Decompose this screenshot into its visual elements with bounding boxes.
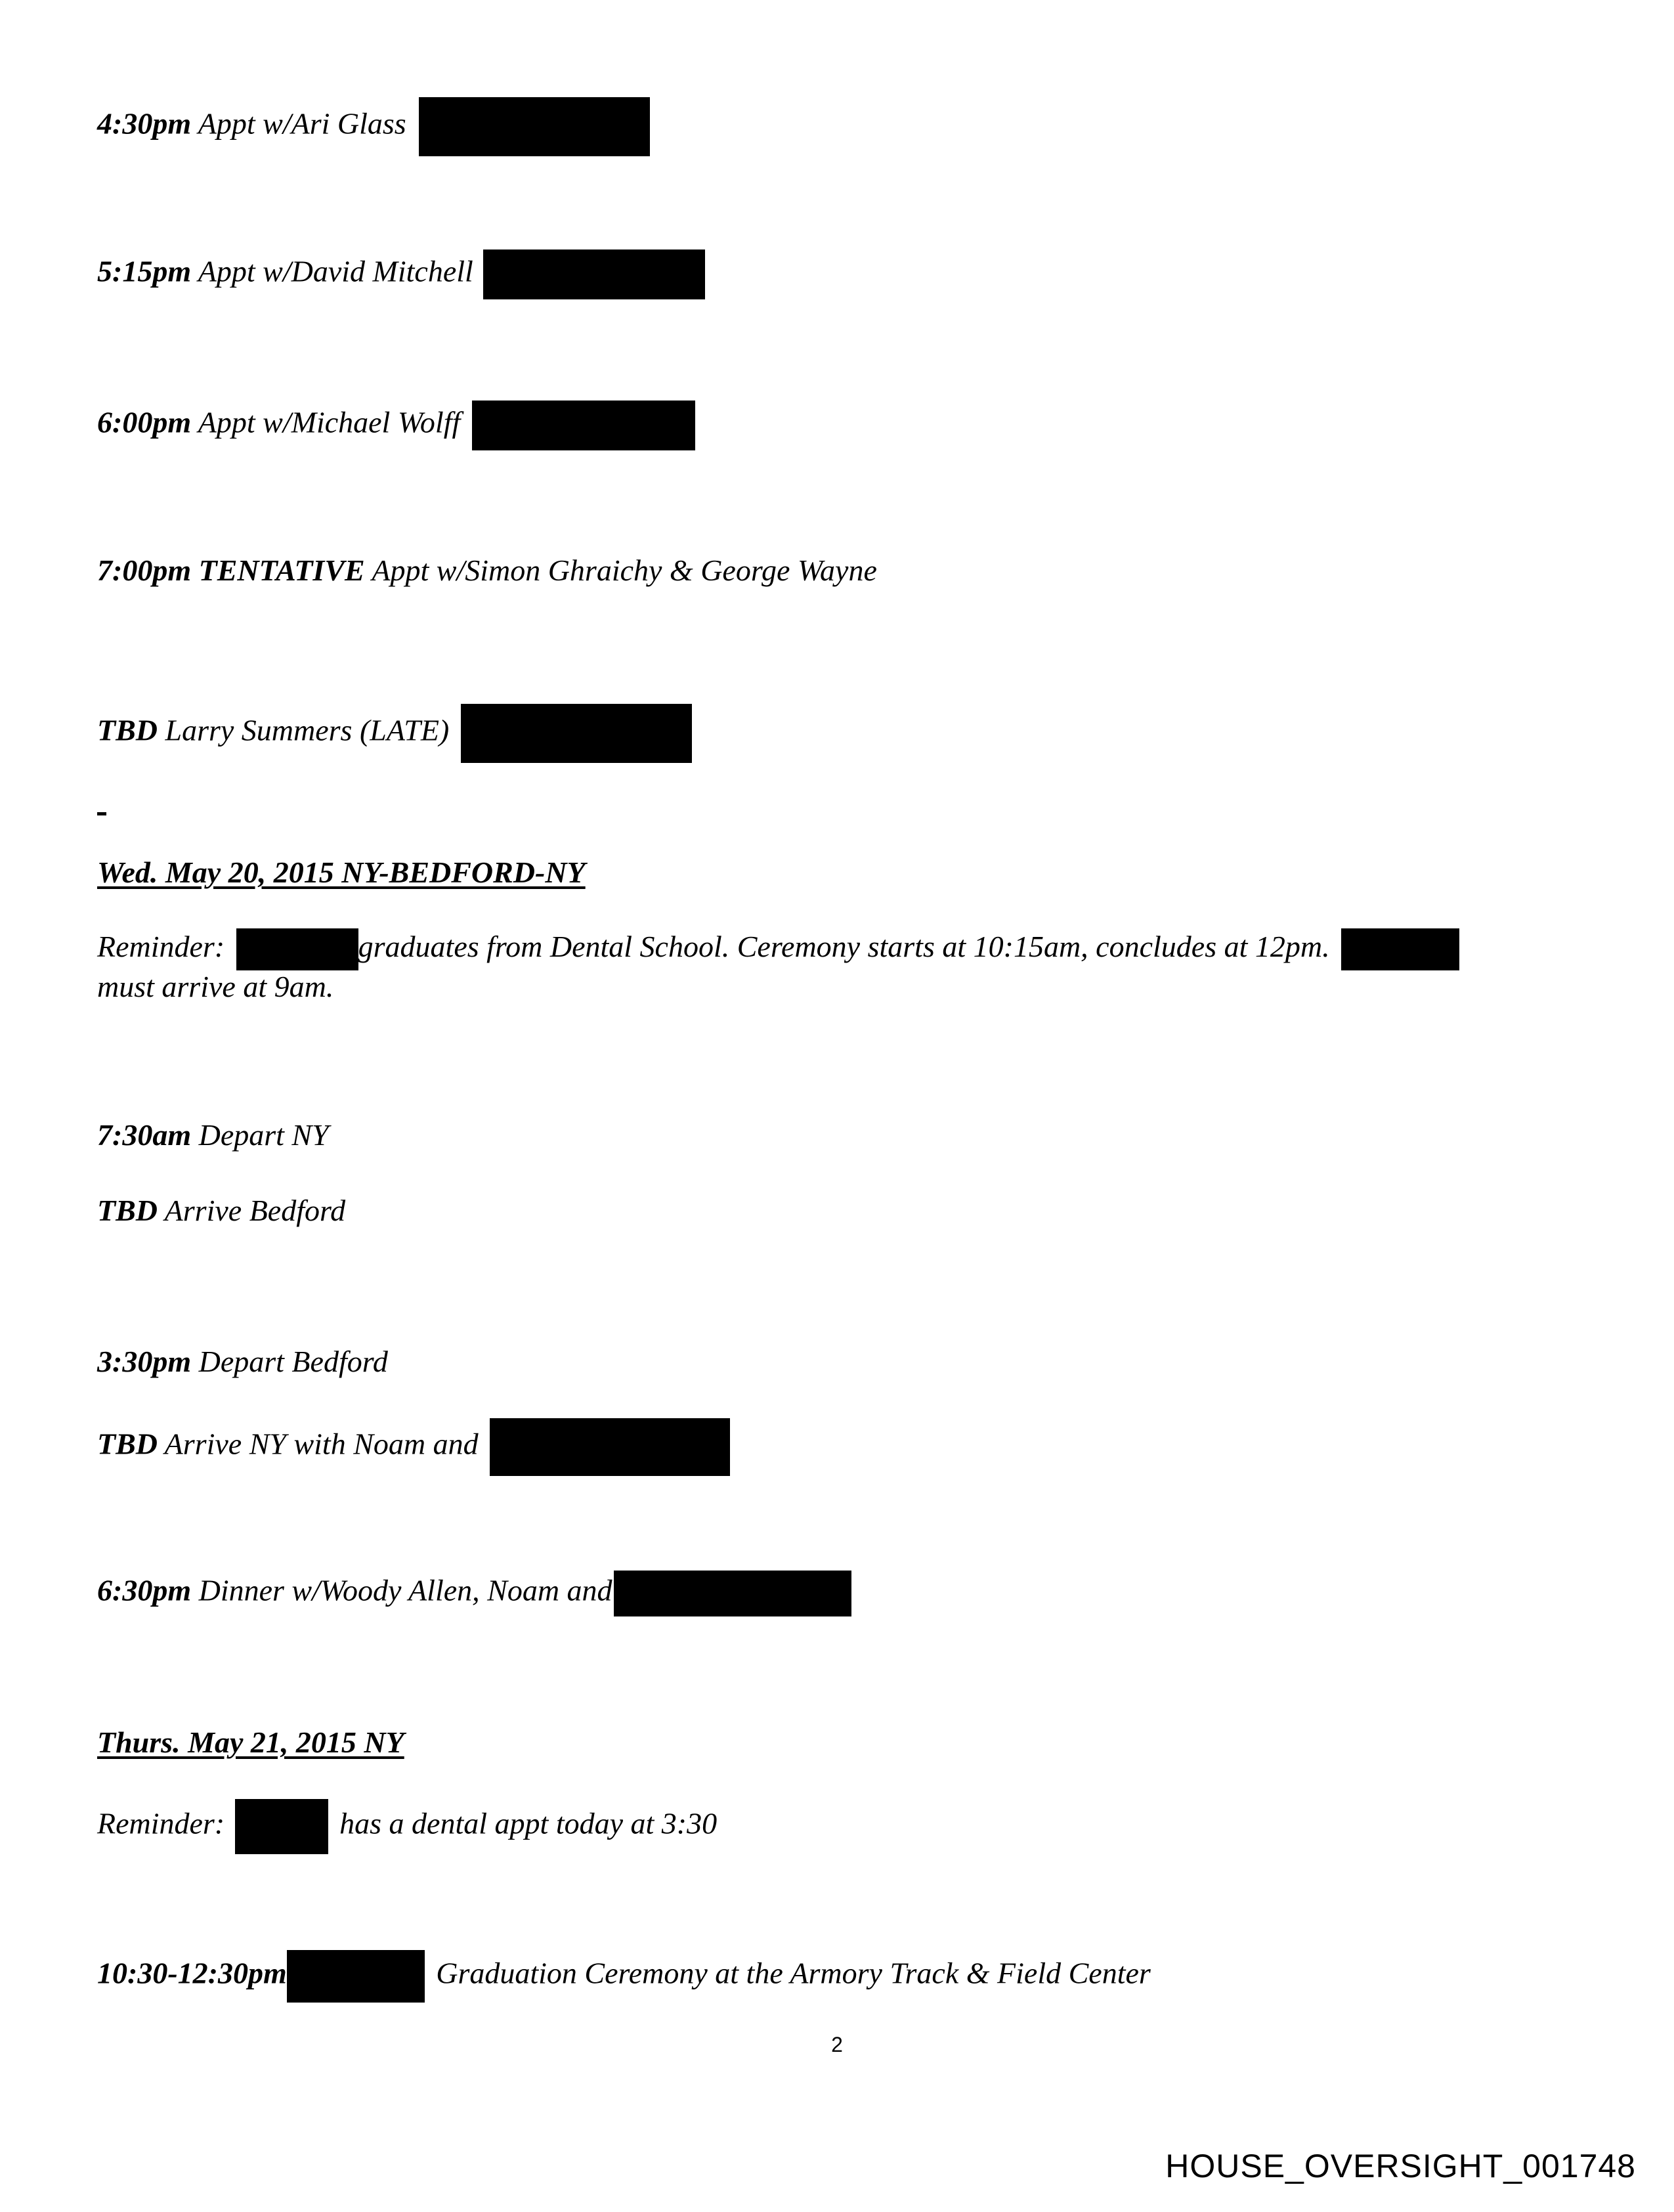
redaction-box <box>614 1571 851 1616</box>
entry-dinner <box>97 1571 851 1616</box>
entry-text: Appt w/Simon Ghraichy & George Wayne <box>372 553 877 587</box>
entry-flag: TENTATIVE <box>198 553 365 587</box>
entry-text: Arrive Bedford <box>164 1194 346 1227</box>
redaction-box <box>472 401 695 450</box>
entry-tentative <box>97 552 877 590</box>
page-number: 2 <box>831 2033 843 2056</box>
entry-text: Dinner w/Woody Allen, Noam and <box>198 1573 612 1607</box>
entry-time: 6:30pm <box>97 1573 192 1607</box>
entry-david-mitchell <box>97 249 705 299</box>
redaction-box <box>461 704 692 763</box>
entry-ari-glass <box>97 97 650 156</box>
dash-mark <box>97 812 106 815</box>
entry-arrive-bedford <box>97 1192 345 1230</box>
entry-text: Graduation Ceremony at the Armory Track & Field Center <box>436 1956 1151 1990</box>
entry-text: Depart NY <box>198 1118 329 1152</box>
entry-larry-summers <box>97 704 692 763</box>
entry-depart-bedford <box>97 1343 388 1381</box>
redaction-box <box>419 97 650 156</box>
redaction-box <box>490 1418 730 1476</box>
entry-time: 5:15pm <box>97 254 192 288</box>
entry-text: Appt w/David Mitchell <box>198 254 473 288</box>
reminder-text: graduates from Dental School. Ceremony starts at 10:15am, concludes at 12pm. <box>358 930 1330 963</box>
entry-michael-wolff <box>97 401 695 450</box>
redaction-box <box>235 1799 328 1854</box>
wed-reminder-cont: must arrive at 9am. <box>97 970 334 1003</box>
entry-time: 7:30am <box>97 1118 192 1152</box>
redaction-box <box>1341 928 1459 970</box>
bates-number: HOUSE_OVERSIGHT_001748 <box>1165 2148 1636 2184</box>
entry-depart-ny <box>97 1116 329 1154</box>
entry-time: 7:00pm <box>97 553 192 587</box>
entry-time: TBD <box>97 1194 158 1227</box>
redaction-box <box>483 249 705 299</box>
day-header-wed: Wed. May 20, 2015 NY-BEDFORD-NY <box>97 856 586 889</box>
wed-reminder <box>97 928 1459 970</box>
reminder-label: Reminder: <box>97 1806 225 1840</box>
entry-text: Arrive NY with Noam and <box>164 1427 479 1461</box>
entry-time: 10:30-12:30pm <box>97 1956 287 1990</box>
entry-graduation <box>97 1950 1151 2003</box>
thu-reminder <box>97 1799 717 1854</box>
entry-text: Depart Bedford <box>198 1345 388 1378</box>
entry-time: TBD <box>97 713 158 747</box>
entry-time: TBD <box>97 1427 158 1461</box>
entry-time: 4:30pm <box>97 106 192 141</box>
day-header-thu: Thurs. May 21, 2015 NY <box>97 1725 404 1759</box>
entry-arrive-ny <box>97 1418 730 1476</box>
entry-text: Appt w/Michael Wolff <box>198 405 461 439</box>
entry-time: 6:00pm <box>97 405 192 439</box>
reminder-text: has a dental appt today at 3:30 <box>339 1806 718 1840</box>
entry-text: Larry Summers (LATE) <box>165 713 450 747</box>
redaction-box <box>236 928 358 970</box>
reminder-label: Reminder: <box>97 930 225 963</box>
entry-text: Appt w/Ari Glass <box>198 106 406 141</box>
entry-time: 3:30pm <box>97 1345 192 1378</box>
redaction-box <box>287 1950 425 2003</box>
